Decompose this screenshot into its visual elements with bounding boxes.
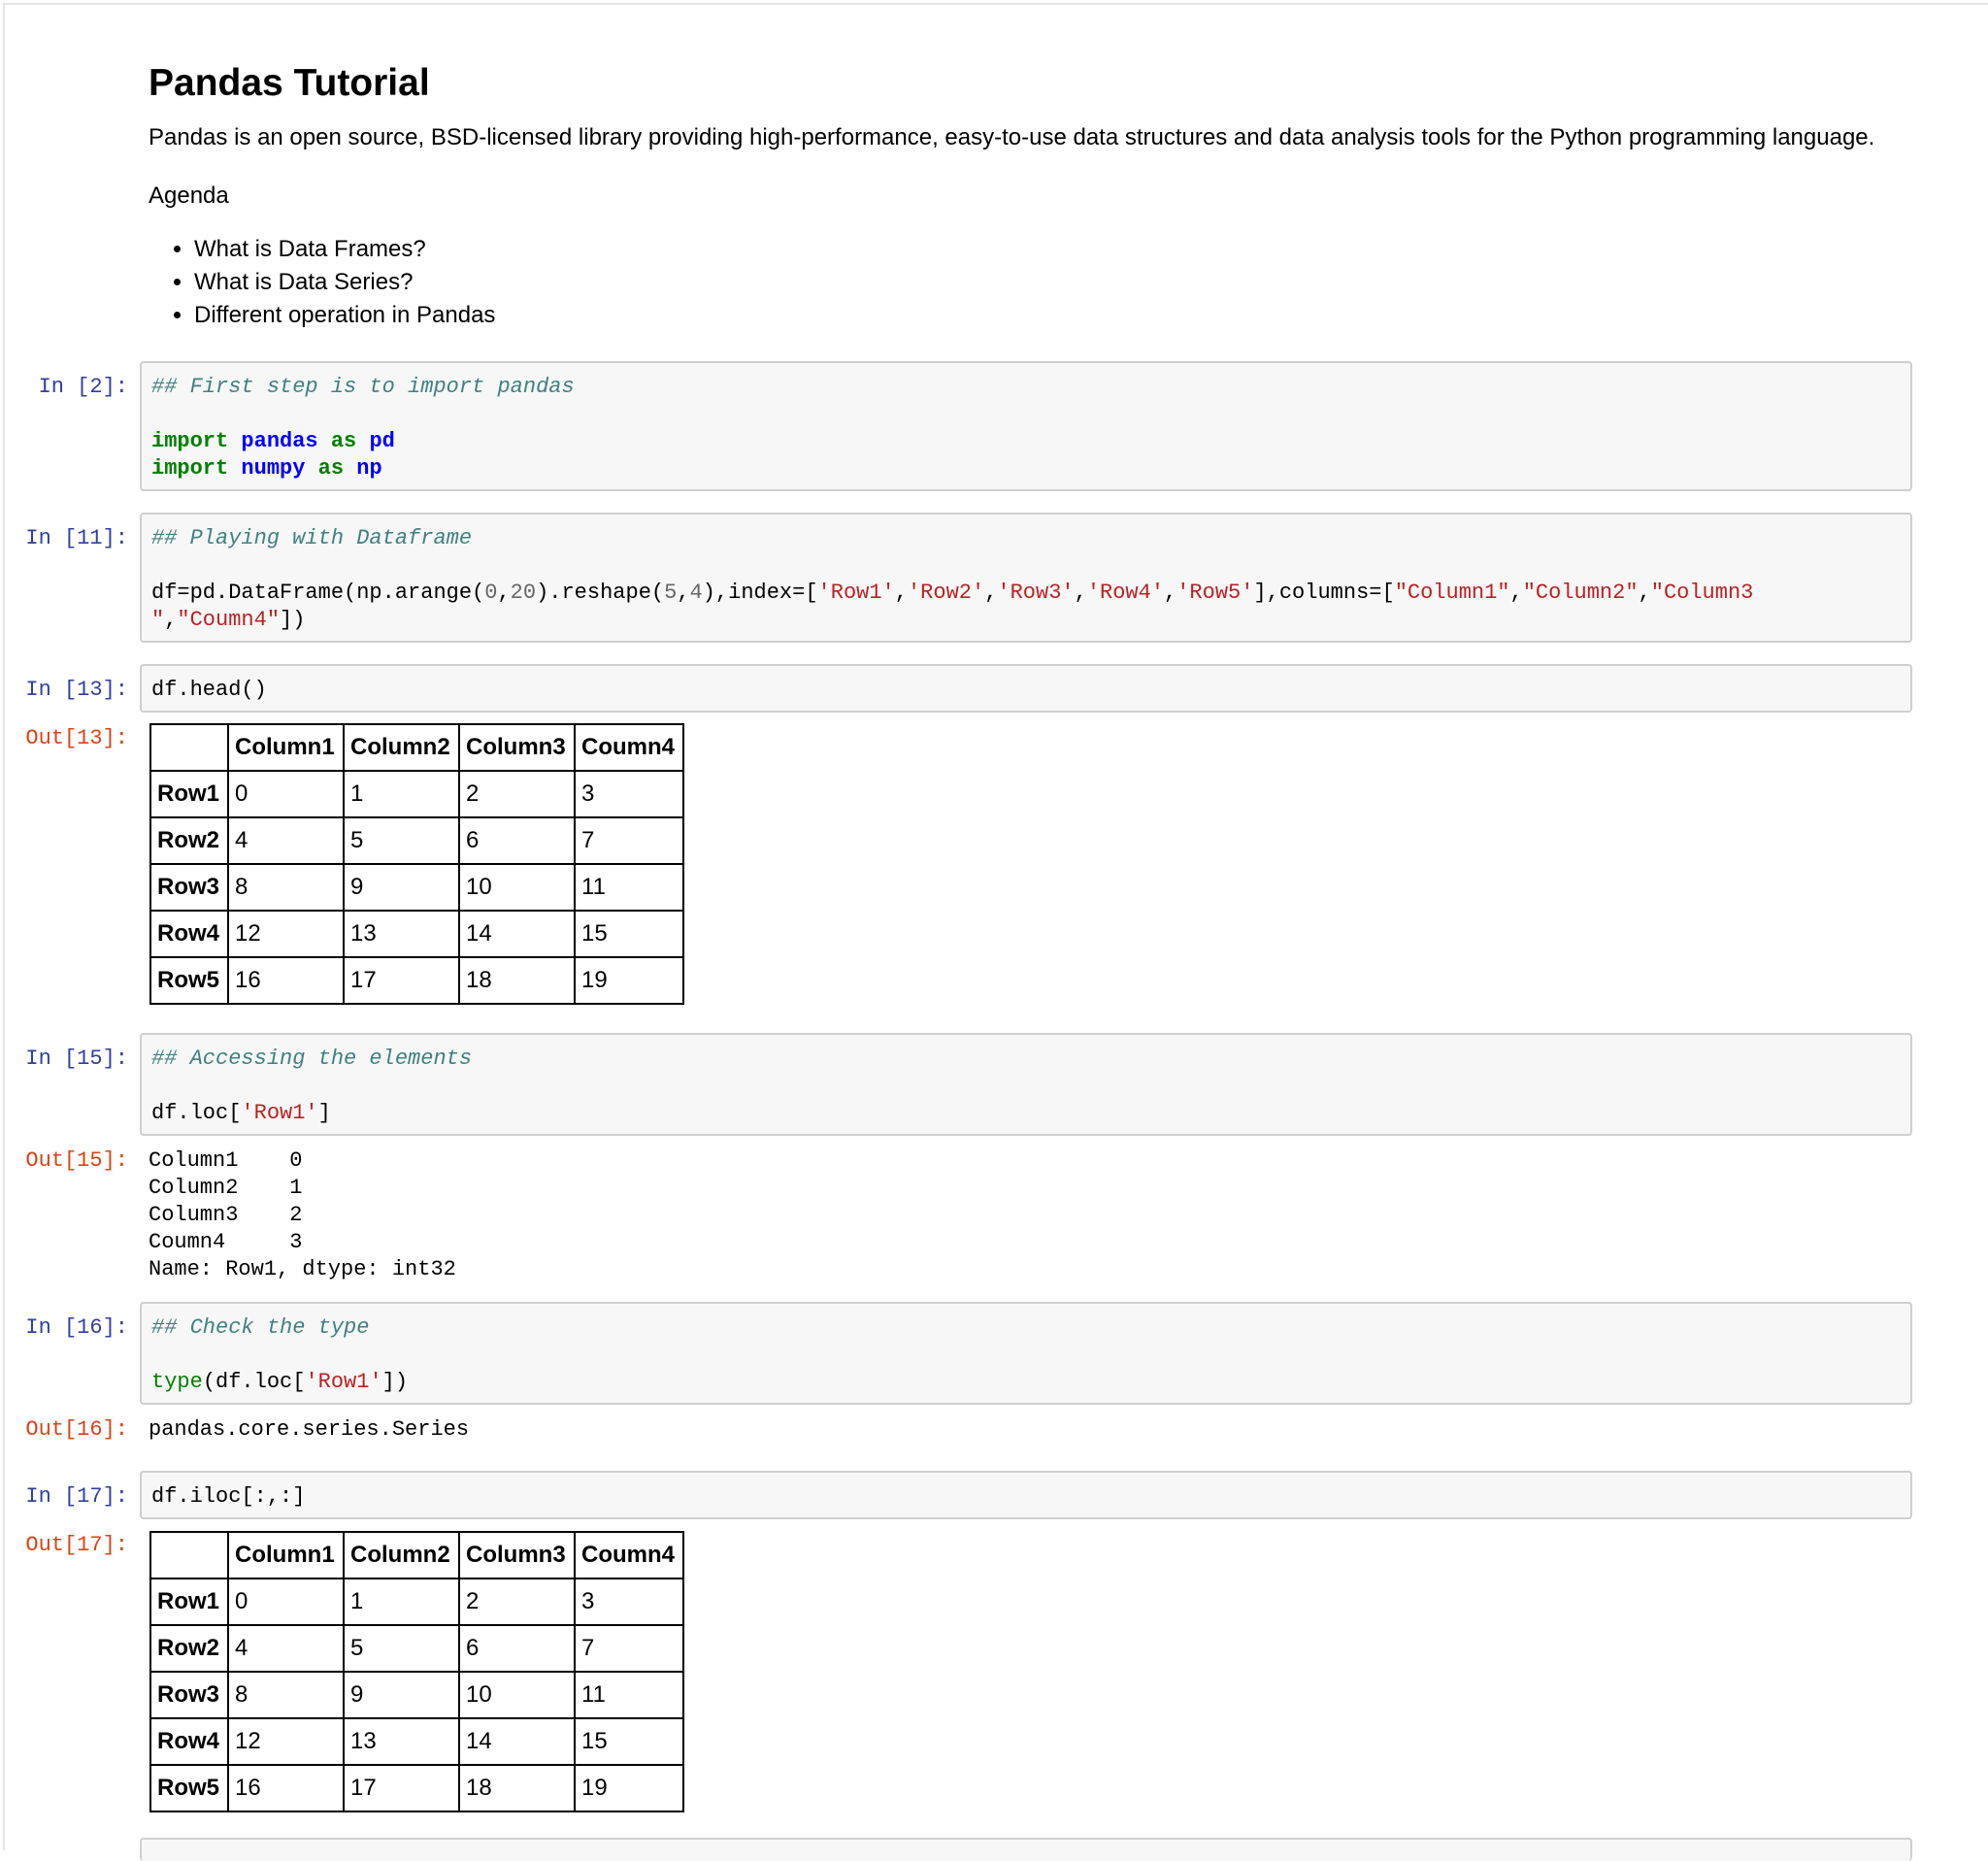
number-literal: 5 (664, 581, 678, 605)
code-text: , (164, 608, 178, 632)
row-index: Row2 (150, 817, 228, 864)
table-cell: 0 (228, 1579, 344, 1625)
table-cell: 13 (344, 911, 459, 957)
table-cell: 18 (459, 1765, 575, 1811)
table-cell: 8 (228, 864, 344, 911)
input-prompt: In [17]: (25, 1484, 128, 1509)
string-literal: " (151, 608, 165, 632)
table-row (150, 771, 683, 817)
agenda-item: • What is Data Frames? (194, 233, 1896, 266)
string-literal: 'Row3' (997, 581, 1075, 605)
column-header: Column2 (344, 724, 459, 771)
table-cell: 1 (344, 1579, 459, 1625)
output-prompt: Out[13]: (25, 726, 128, 750)
number-literal: 20 (510, 581, 537, 605)
code-text: df.iloc[:,:] (151, 1484, 306, 1509)
table-cell: 4 (228, 817, 344, 864)
table-cell: 3 (575, 771, 683, 817)
code-text: , (984, 581, 998, 605)
string-literal: 'Row1' (241, 1101, 318, 1125)
string-literal: "Column1" (1394, 581, 1510, 605)
column-header: Column1 (228, 1532, 344, 1579)
table-cell: 4 (228, 1625, 344, 1672)
code-text: , (894, 581, 908, 605)
keyword: import (151, 456, 229, 481)
series-output (149, 1147, 456, 1283)
code-comment: ## Check the type (151, 1315, 370, 1340)
table-cell: 5 (344, 1625, 459, 1672)
code-cell-input[interactable] (140, 1471, 1912, 1519)
table-cell: 3 (575, 1579, 683, 1625)
table-cell: 16 (228, 957, 344, 1004)
output-line: Name: Row1, dtype: int32 (149, 1257, 456, 1281)
table-row (150, 1718, 683, 1765)
table-cell: 14 (459, 911, 575, 957)
input-prompt: In [13]: (25, 678, 128, 702)
code-text: (df.loc[ (202, 1370, 306, 1394)
table-cell: 13 (344, 1718, 459, 1765)
output-prompt: Out[16]: (25, 1417, 128, 1442)
string-literal: "Coumn4" (177, 608, 281, 632)
table-cell: 0 (228, 771, 344, 817)
input-prompt: In [11]: (25, 526, 128, 550)
column-header: Column1 (228, 724, 344, 771)
keyword: import (151, 429, 229, 453)
code-text: ] (317, 1101, 331, 1125)
table-cell: 15 (575, 1718, 683, 1765)
type-output: pandas.core.series.Series (149, 1417, 470, 1442)
table-cell: 15 (575, 911, 683, 957)
module-name: pandas (241, 429, 318, 453)
table-cell: 16 (228, 1765, 344, 1811)
output-prompt: Out[17]: (25, 1533, 128, 1557)
code-text: , (677, 581, 690, 605)
table-cell: 11 (575, 1672, 683, 1718)
table-cell: 17 (344, 957, 459, 1004)
table-row (150, 911, 683, 957)
code-text: ]) (381, 1370, 409, 1394)
table-cell: 9 (344, 1672, 459, 1718)
keyword: as (317, 456, 345, 481)
output-line: Coumn4 3 (149, 1230, 303, 1254)
table-row (150, 1579, 683, 1625)
row-index: Row4 (150, 911, 228, 957)
row-index: Row4 (150, 1718, 228, 1765)
notebook-title: Pandas Tutorial (149, 62, 430, 104)
table-cell: 12 (228, 911, 344, 957)
string-literal: 'Row4' (1086, 581, 1165, 605)
module-alias: np (356, 456, 382, 481)
code-comment: ## Playing with Dataframe (151, 526, 473, 550)
table-header-row (150, 1532, 683, 1579)
table-cell: 17 (344, 1765, 459, 1811)
output-line: Column2 1 (149, 1176, 303, 1200)
table-cell: 8 (228, 1672, 344, 1718)
table-cell: 7 (575, 817, 683, 864)
table-cell: 18 (459, 957, 575, 1004)
input-prompt: In [16]: (25, 1315, 128, 1340)
agenda-label: Agenda (149, 183, 229, 209)
table-cell: 19 (575, 1765, 683, 1811)
code-text: , (1509, 581, 1523, 605)
input-prompt: In [15]: (25, 1047, 128, 1071)
column-header: Coumn4 (575, 724, 683, 771)
agenda-item: • What is Data Series? (194, 266, 1896, 299)
code-text: df=pd.DataFrame(np.arange( (151, 581, 485, 605)
code-text: ]) (280, 608, 306, 632)
module-alias: pd (369, 429, 395, 453)
table-cell: 9 (344, 864, 459, 911)
table-row (150, 1625, 683, 1672)
row-index: Row1 (150, 1579, 228, 1625)
row-index: Row5 (150, 1765, 228, 1811)
code-text: ).reshape( (536, 581, 665, 605)
table-cell: 6 (459, 1625, 575, 1672)
table-row (150, 817, 683, 864)
code-comment: ## Accessing the elements (151, 1047, 473, 1071)
table-cell: 2 (459, 1579, 575, 1625)
code-cell-input[interactable] (140, 1033, 1912, 1136)
table-cell: 10 (459, 1672, 575, 1718)
table-row (150, 957, 683, 1004)
code-text: ],columns=[ (1253, 581, 1395, 605)
table-row (150, 864, 683, 911)
code-cell-input[interactable] (140, 664, 1912, 713)
code-cell-input[interactable] (140, 1302, 1912, 1405)
code-cell-input[interactable] (140, 1838, 1912, 1861)
agenda-item: • Different operation in Pandas (194, 299, 1896, 332)
table-cell: 6 (459, 817, 575, 864)
code-text: , (497, 581, 511, 605)
intro-paragraph: Pandas is an open source, BSD-licensed library providing high-performance, easy-to-use data structures and data analysis tools for the Python programming language. (149, 124, 1875, 150)
index-header (150, 1532, 228, 1579)
table-header-row (150, 724, 683, 771)
row-index: Row3 (150, 1672, 228, 1718)
table-cell: 7 (575, 1625, 683, 1672)
code-text: ),index=[ (702, 581, 818, 605)
keyword: as (330, 429, 357, 453)
code-cell-input[interactable] (140, 361, 1912, 491)
code-text: df.head() (151, 678, 267, 702)
code-text: df.loc[ (151, 1101, 242, 1125)
builtin-function: type (151, 1370, 203, 1394)
column-header: Column3 (459, 1532, 575, 1579)
code-cell-input[interactable] (140, 513, 1912, 643)
code-comment: ## First step is to import pandas (151, 375, 575, 399)
table-cell: 19 (575, 957, 683, 1004)
markdown-cell[interactable] (149, 58, 1896, 332)
table-cell: 1 (344, 771, 459, 817)
table-cell: 14 (459, 1718, 575, 1765)
string-literal: 'Row1' (305, 1370, 382, 1394)
row-index: Row5 (150, 957, 228, 1004)
table-cell: 11 (575, 864, 683, 911)
table-cell: 5 (344, 817, 459, 864)
index-header (150, 724, 228, 771)
output-line: Column1 0 (149, 1148, 303, 1173)
number-literal: 0 (484, 581, 498, 605)
number-literal: 4 (689, 581, 703, 605)
table-row (150, 1765, 683, 1811)
row-index: Row2 (150, 1625, 228, 1672)
module-name: numpy (241, 456, 306, 481)
column-header: Column3 (459, 724, 575, 771)
row-index: Row1 (150, 771, 228, 817)
table-cell: 12 (228, 1718, 344, 1765)
table-cell: 2 (459, 771, 575, 817)
string-literal: 'Row5' (1176, 581, 1254, 605)
output-line: Column3 2 (149, 1203, 303, 1227)
string-literal: "Column3 (1650, 581, 1754, 605)
row-index: Row3 (150, 864, 228, 911)
dataframe-output-table (149, 723, 684, 1005)
column-header: Column2 (344, 1532, 459, 1579)
code-text: , (1164, 581, 1177, 605)
string-literal: "Column2" (1522, 581, 1639, 605)
code-text: , (1074, 581, 1087, 605)
output-prompt: Out[15]: (25, 1148, 128, 1173)
column-header: Coumn4 (575, 1532, 683, 1579)
dataframe-output-table (149, 1531, 684, 1812)
string-literal: 'Row1' (817, 581, 895, 605)
agenda-list (149, 233, 1896, 332)
string-literal: 'Row2' (907, 581, 985, 605)
table-cell: 10 (459, 864, 575, 911)
input-prompt: In [2]: (38, 375, 128, 399)
table-row (150, 1672, 683, 1718)
code-text: , (1638, 581, 1651, 605)
